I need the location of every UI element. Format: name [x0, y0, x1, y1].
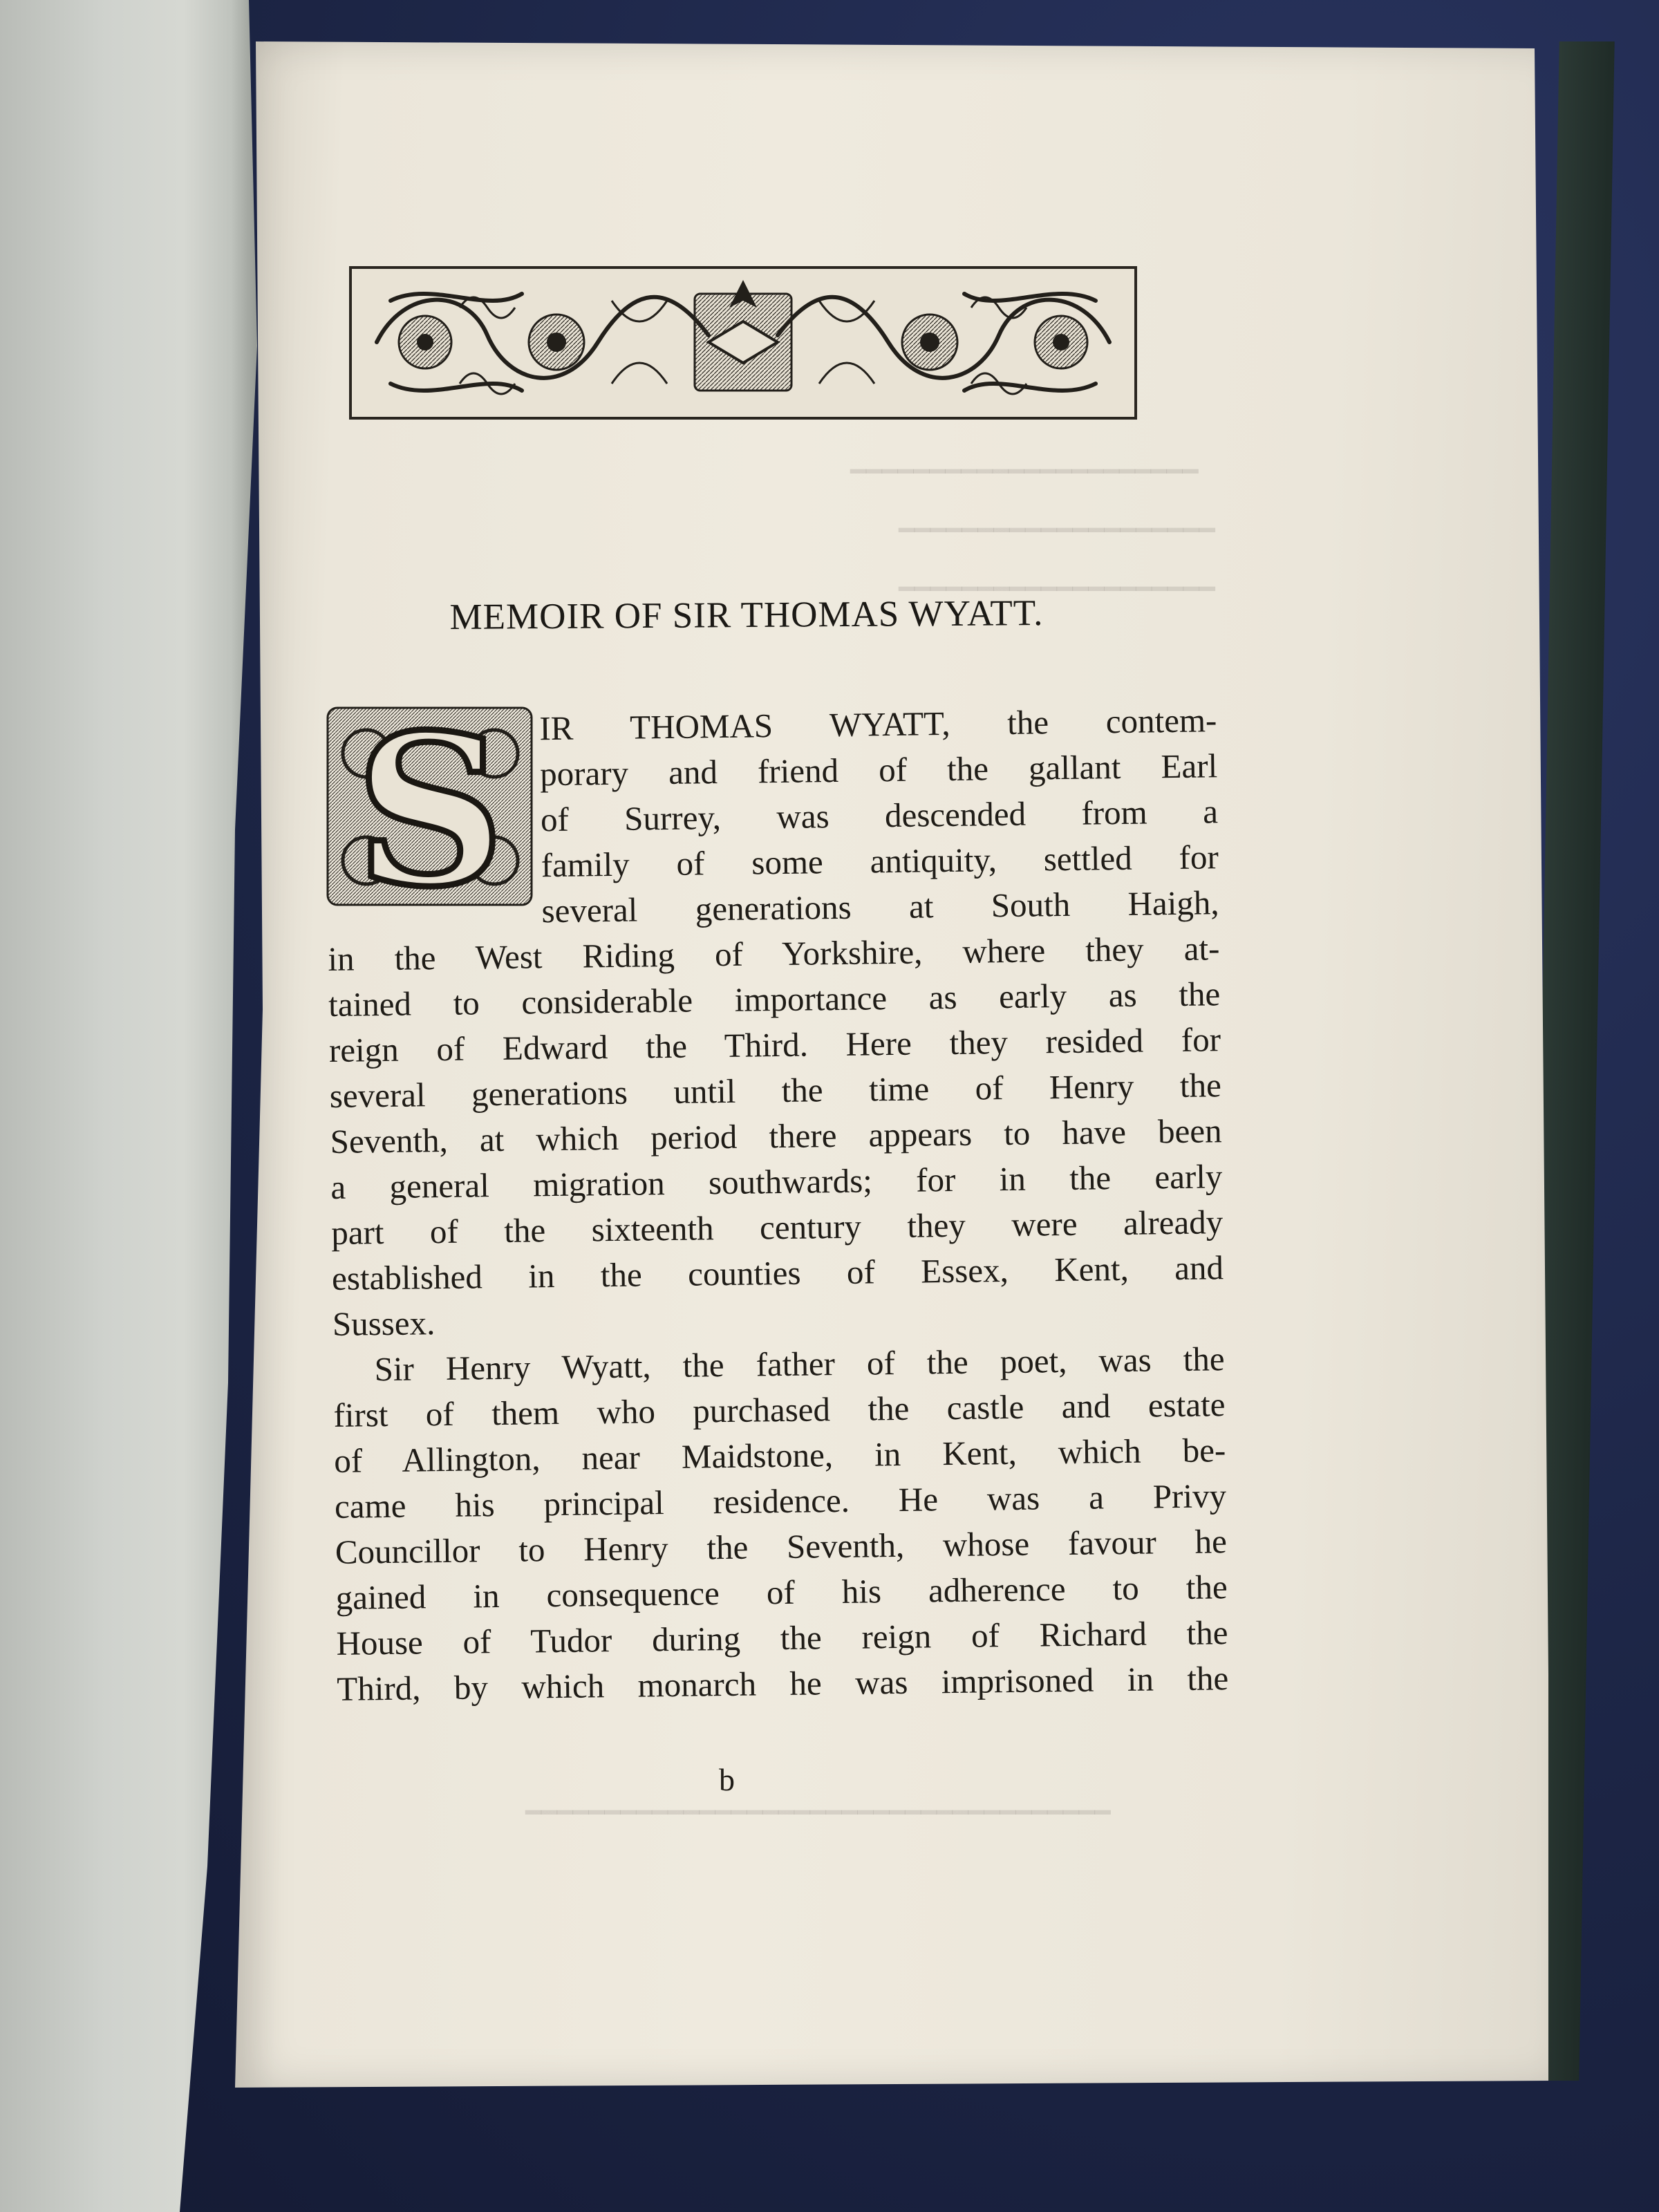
text-line: porary and friend of the gallant Earl	[539, 747, 1218, 794]
text-line: established in the counties of Essex, Kent, and	[331, 1248, 1224, 1297]
text-line: reign of Edward the Third. Here they resided for	[328, 1020, 1221, 1069]
text-line: came his principal residence. He was a Privy	[334, 1477, 1227, 1526]
text-line: several generations until the time of Henry the	[329, 1066, 1222, 1115]
text-line: tained to considerable importance as early as the	[328, 975, 1221, 1024]
text-line: a general migration southwards; for in the early	[330, 1157, 1223, 1206]
text-line: in the West Riding of Yorkshire, where they at-	[328, 929, 1220, 978]
text-line: Third, by which monarch he was imprisoned in the	[336, 1659, 1229, 1708]
text-line: gained in consequence of his adherence to the	[335, 1568, 1228, 1617]
text-line: Sir Henry Wyatt, the father of the poet, was the	[374, 1340, 1225, 1389]
text-line: Seventh, at which period there appears to have been	[330, 1112, 1222, 1161]
drop-cap-letter: S	[355, 705, 505, 912]
text-line: of Allington, near Maidstone, in Kent, which be-	[333, 1431, 1226, 1480]
text-line: several generations at South Haigh,	[541, 883, 1219, 930]
text-line: IR THOMAS WYATT, the contem-	[539, 701, 1217, 748]
body-text	[325, 697, 1229, 1712]
text-line: family of some antiquity, settled for	[541, 838, 1219, 885]
ornamental-headpiece	[349, 266, 1137, 420]
show-through-text: ━━━━━━━━━━━━━━━━━━━━	[899, 516, 1215, 545]
show-through-text: ━━━━━━━━━━━━━━━━━━━━━━━━━━━━━━━━━━━━━	[525, 1799, 1111, 1828]
text-line: Sussex.	[332, 1304, 435, 1343]
show-through-text: ━━━━━━━━━━━━━━━━━━━━	[899, 575, 1215, 604]
show-through-text: ━━━━━━━━━━━━━━━━━━━━━━	[850, 458, 1199, 487]
text-line: Councillor to Henry the Seventh, whose favour he	[335, 1522, 1228, 1571]
text-line: part of the sixteenth century they were already	[330, 1203, 1224, 1252]
text-line: House of Tudor during the reign of Richard the	[336, 1613, 1228, 1662]
chapter-heading: MEMOIR OF SIR THOMAS WYATT.	[449, 593, 1044, 637]
text-line: of Surrey, was descended from a	[540, 792, 1219, 839]
text-line: first of them who purchased the castle and estate	[333, 1385, 1226, 1434]
signature-mark: b	[719, 1762, 735, 1797]
